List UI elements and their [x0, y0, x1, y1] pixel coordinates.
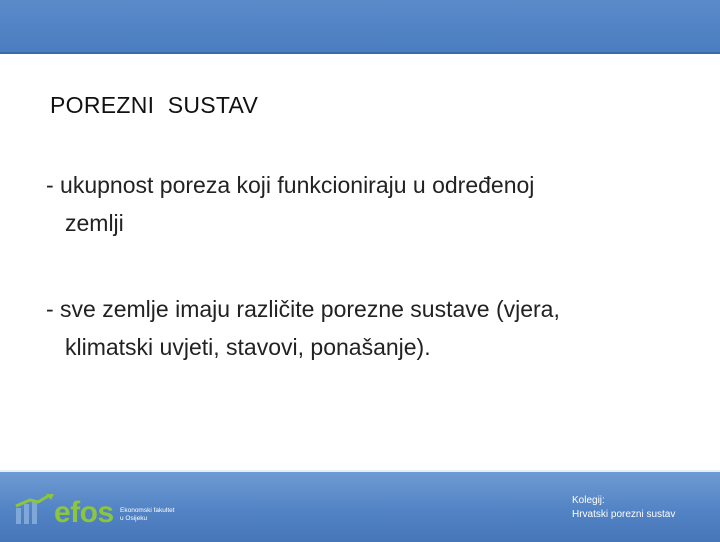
bullet-1-line-1: - ukupnost poreza koji funkcioniraju u određenoj — [46, 172, 535, 198]
bullet-item-2 — [46, 290, 696, 366]
course-info — [572, 494, 675, 522]
slide-title: POREZNI SUSTAV — [50, 92, 259, 118]
footer-bar — [0, 470, 720, 542]
efos-logo — [14, 494, 194, 534]
chart-arrow-icon — [14, 494, 56, 526]
course-label: Kolegij: — [572, 495, 605, 506]
course-name: Hrvatski porezni sustav — [572, 509, 676, 520]
header-bar — [0, 0, 720, 54]
logo-subtitle: Ekonomski fakultet u Osijeku — [120, 507, 175, 522]
bullet-item-1 — [46, 166, 696, 242]
bullet-1-line-2: zemlji — [65, 210, 124, 236]
bullet-2-line-2: klimatski uvjeti, stavovi, ponašanje). — [65, 334, 431, 360]
bullet-2-line-1: - sve zemlje imaju različite porezne sustave (vjera, — [46, 296, 560, 322]
logo-wordmark: efos — [54, 496, 114, 529]
